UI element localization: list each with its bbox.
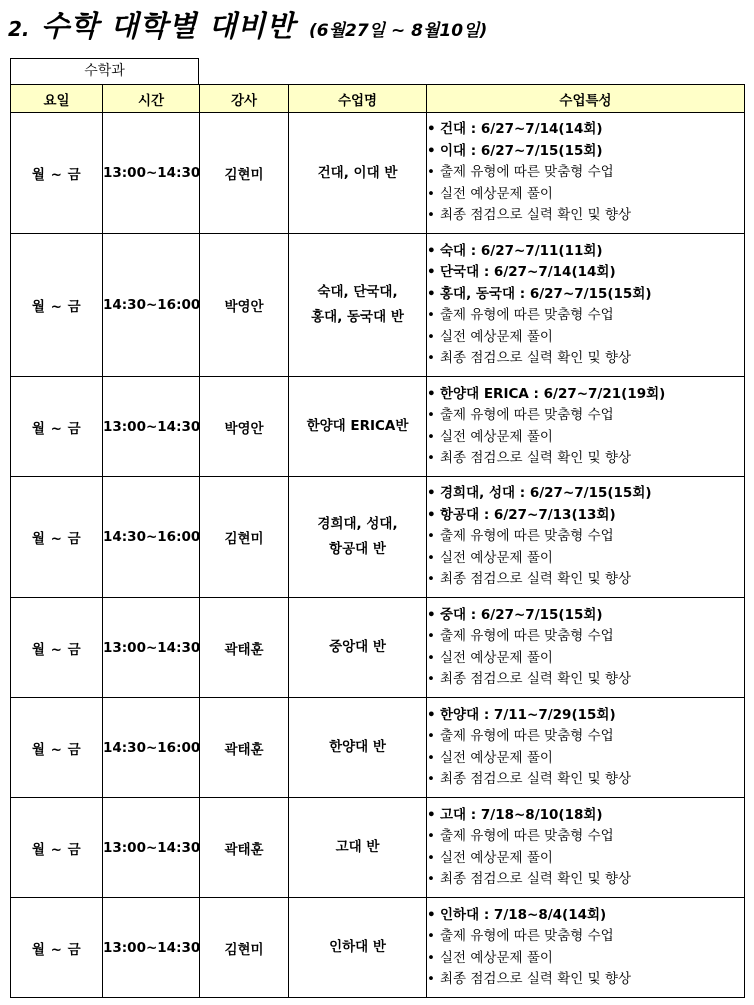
feature-text: 최종 점검으로 실력 확인 및 향상 xyxy=(440,571,631,588)
feature-text: 실전 예상문제 풀이 xyxy=(440,185,553,202)
feature-text: 최종 점검으로 실력 확인 및 향상 xyxy=(440,450,631,466)
schedule-text: 고대 : 7/18~8/10(18회) xyxy=(440,806,603,823)
course-name: 인하대 반 xyxy=(329,939,386,955)
bullet-icon: • xyxy=(427,749,435,766)
schedule-text: 항공대 : 6/27~7/13(13회) xyxy=(440,506,616,523)
title-period: (6월27일 ~ 8월10일) xyxy=(308,21,488,41)
teacher-cell: 박영안 xyxy=(200,377,289,477)
feature-text: 실전 예상문제 풀이 xyxy=(440,428,553,445)
list-item xyxy=(427,669,744,691)
course-cell xyxy=(289,798,427,898)
feature-text: 최종 점검으로 실력 확인 및 향상 xyxy=(440,971,631,987)
col-header-course: 수업명 xyxy=(289,85,427,113)
teacher-cell: 김현미 xyxy=(200,898,289,998)
schedule-text: 한양대 ERICA : 6/27~7/21(19회) xyxy=(440,385,666,402)
bullet-icon: • xyxy=(427,450,435,466)
course-cell xyxy=(289,477,427,598)
feature-list xyxy=(427,605,744,691)
feature-text: 최종 점검으로 실력 확인 및 향상 xyxy=(440,771,631,787)
teacher-cell: 김현미 xyxy=(200,113,289,234)
day-cell: 월 ~ 금 xyxy=(11,798,103,898)
bullet-icon: • xyxy=(427,185,435,202)
list-item xyxy=(427,327,744,349)
table-row xyxy=(11,698,745,798)
bullet-icon: • xyxy=(427,849,435,866)
list-item xyxy=(427,448,744,470)
course-cell xyxy=(289,898,427,998)
feature-text: 실전 예상문제 풀이 xyxy=(440,849,553,866)
feature-text: 출제 유형에 따른 맞춤형 수업 xyxy=(440,407,614,423)
day-cell: 월 ~ 금 xyxy=(11,698,103,798)
schedule-text: 숙대 : 6/27~7/11(11회) xyxy=(440,242,603,259)
bullet-icon: • xyxy=(427,407,435,423)
feature-text: 출제 유형에 따른 맞춤형 수업 xyxy=(440,928,614,944)
schedule-body xyxy=(11,113,745,998)
bullet-icon: • xyxy=(427,706,436,723)
bullet-icon: • xyxy=(427,649,435,666)
features-cell xyxy=(427,798,745,898)
bullet-icon: • xyxy=(427,549,435,566)
feature-list xyxy=(427,483,744,591)
list-item xyxy=(427,241,744,263)
list-item xyxy=(427,748,744,770)
features-cell xyxy=(427,377,745,477)
table-row xyxy=(11,898,745,998)
list-item xyxy=(427,848,744,870)
time-cell: 14:30~16:00 xyxy=(103,477,200,598)
list-item xyxy=(427,119,744,141)
bullet-icon: • xyxy=(427,806,436,823)
teacher-cell: 곽태훈 xyxy=(200,798,289,898)
list-item xyxy=(427,305,744,327)
course-cell xyxy=(289,377,427,477)
list-item xyxy=(427,505,744,527)
schedule-text: 이대 : 6/27~7/15(15회) xyxy=(440,142,603,159)
list-item xyxy=(427,184,744,206)
list-item xyxy=(427,141,744,163)
bullet-icon: • xyxy=(427,164,435,181)
bullet-icon: • xyxy=(427,385,436,402)
list-item xyxy=(427,648,744,670)
feature-text: 실전 예상문제 풀이 xyxy=(440,749,553,766)
features-cell xyxy=(427,477,745,598)
bullet-icon: • xyxy=(427,350,435,366)
feature-text: 출제 유형에 따른 맞춤형 수업 xyxy=(440,307,614,323)
course-cell xyxy=(289,598,427,698)
bullet-icon: • xyxy=(427,528,435,545)
list-item xyxy=(427,526,744,548)
time-cell: 13:00~14:30 xyxy=(103,598,200,698)
feature-list xyxy=(427,905,744,991)
course-name: 경희대, 성대, 항공대 반 xyxy=(317,516,398,557)
time-cell: 13:00~14:30 xyxy=(103,113,200,234)
feature-text: 최종 점검으로 실력 확인 및 향상 xyxy=(440,207,631,224)
teacher-cell: 곽태훈 xyxy=(200,698,289,798)
bullet-icon: • xyxy=(427,571,435,588)
bullet-icon: • xyxy=(427,328,435,345)
time-cell: 13:00~14:30 xyxy=(103,898,200,998)
table-row xyxy=(11,477,745,598)
bullet-icon: • xyxy=(427,428,435,445)
bullet-icon: • xyxy=(427,628,435,644)
list-item xyxy=(427,926,744,948)
list-item xyxy=(427,826,744,848)
features-cell xyxy=(427,113,745,234)
table-row xyxy=(11,113,745,234)
bullet-icon: • xyxy=(427,949,435,966)
list-item xyxy=(427,626,744,648)
list-item xyxy=(427,205,744,227)
bullet-icon: • xyxy=(427,485,436,502)
time-cell: 13:00~14:30 xyxy=(103,377,200,477)
teacher-cell: 김현미 xyxy=(200,477,289,598)
bullet-icon: • xyxy=(427,671,435,687)
schedule-text: 인하대 : 7/18~8/4(14회) xyxy=(440,906,607,923)
list-item xyxy=(427,869,744,891)
list-item xyxy=(427,162,744,184)
bullet-icon: • xyxy=(427,871,435,887)
page-title xyxy=(8,4,487,48)
table-row xyxy=(11,377,745,477)
table-row xyxy=(11,598,745,698)
feature-list xyxy=(427,119,744,227)
feature-text: 출제 유형에 따른 맞춤형 수업 xyxy=(440,528,614,545)
time-cell: 13:00~14:30 xyxy=(103,798,200,898)
bullet-icon: • xyxy=(427,285,436,302)
day-cell: 월 ~ 금 xyxy=(11,377,103,477)
schedule-text: 중대 : 6/27~7/15(15회) xyxy=(440,606,603,623)
feature-list xyxy=(427,384,744,470)
feature-list xyxy=(427,241,744,370)
day-cell: 월 ~ 금 xyxy=(11,598,103,698)
list-item xyxy=(427,284,744,306)
list-item xyxy=(427,548,744,570)
list-item xyxy=(427,948,744,970)
feature-list xyxy=(427,705,744,791)
schedule-text: 한양대 : 7/11~7/29(15회) xyxy=(440,706,616,723)
list-item xyxy=(427,384,744,406)
day-cell: 월 ~ 금 xyxy=(11,898,103,998)
list-item xyxy=(427,405,744,427)
list-item xyxy=(427,427,744,449)
feature-text: 실전 예상문제 풀이 xyxy=(440,549,553,566)
course-name: 숙대, 단국대, 홍대, 동국대 반 xyxy=(311,284,404,325)
features-cell xyxy=(427,234,745,377)
list-item xyxy=(427,605,744,627)
teacher-cell: 곽태훈 xyxy=(200,598,289,698)
bullet-icon: • xyxy=(427,121,436,138)
feature-text: 실전 예상문제 풀이 xyxy=(440,949,553,966)
feature-list xyxy=(427,805,744,891)
course-cell xyxy=(289,113,427,234)
feature-text: 출제 유형에 따른 맞춤형 수업 xyxy=(440,164,614,181)
course-name: 고대 반 xyxy=(335,839,380,855)
bullet-icon: • xyxy=(427,728,435,744)
feature-text: 출제 유형에 따른 맞춤형 수업 xyxy=(440,828,614,844)
col-header-teacher: 강사 xyxy=(200,85,289,113)
features-cell xyxy=(427,898,745,998)
col-header-day: 요일 xyxy=(11,85,103,113)
teacher-cell: 박영안 xyxy=(200,234,289,377)
table-row xyxy=(11,234,745,377)
features-cell xyxy=(427,698,745,798)
table-row xyxy=(11,798,745,898)
time-cell: 14:30~16:00 xyxy=(103,698,200,798)
bullet-icon: • xyxy=(427,207,435,224)
feature-text: 최종 점검으로 실력 확인 및 향상 xyxy=(440,350,631,366)
list-item xyxy=(427,969,744,991)
list-item xyxy=(427,769,744,791)
title-number: 2. xyxy=(8,17,30,41)
bullet-icon: • xyxy=(427,506,436,523)
col-header-time: 시간 xyxy=(103,85,200,113)
list-item xyxy=(427,483,744,505)
course-cell xyxy=(289,234,427,377)
features-cell xyxy=(427,598,745,698)
course-name: 한양대 ERICA반 xyxy=(306,418,409,434)
course-name: 한양대 반 xyxy=(329,739,386,755)
bullet-icon: • xyxy=(427,142,436,159)
list-item xyxy=(427,348,744,370)
bullet-icon: • xyxy=(427,928,435,944)
schedule-text: 홍대, 동국대 : 6/27~7/15(15회) xyxy=(440,285,652,302)
schedule-text: 건대 : 6/27~7/14(14회) xyxy=(440,121,603,138)
bullet-icon: • xyxy=(427,242,436,259)
feature-text: 실전 예상문제 풀이 xyxy=(440,649,553,666)
feature-text: 실전 예상문제 풀이 xyxy=(440,328,553,345)
list-item xyxy=(427,805,744,827)
feature-text: 최종 점검으로 실력 확인 및 향상 xyxy=(440,671,631,687)
list-item xyxy=(427,905,744,927)
course-cell xyxy=(289,698,427,798)
bullet-icon: • xyxy=(427,828,435,844)
schedule-table xyxy=(10,84,745,998)
course-name: 중앙대 반 xyxy=(329,639,386,655)
bullet-icon: • xyxy=(427,606,436,623)
schedule-text: 단국대 : 6/27~7/14(14회) xyxy=(440,264,616,280)
schedule-text: 경희대, 성대 : 6/27~7/15(15회) xyxy=(440,485,652,502)
list-item xyxy=(427,726,744,748)
time-cell: 14:30~16:00 xyxy=(103,234,200,377)
col-header-features: 수업특성 xyxy=(427,85,745,113)
bullet-icon: • xyxy=(427,264,436,280)
title-main: 수학 대학별 대비반 xyxy=(41,9,296,43)
header-row xyxy=(11,85,745,113)
day-cell: 월 ~ 금 xyxy=(11,477,103,598)
course-name: 건대, 이대 반 xyxy=(317,164,398,181)
day-cell: 월 ~ 금 xyxy=(11,234,103,377)
feature-text: 출제 유형에 따른 맞춤형 수업 xyxy=(440,728,614,744)
bullet-icon: • xyxy=(427,971,435,987)
department-label: 수학과 xyxy=(10,58,199,84)
list-item xyxy=(427,705,744,727)
bullet-icon: • xyxy=(427,906,436,923)
list-item xyxy=(427,262,744,284)
day-cell: 월 ~ 금 xyxy=(11,113,103,234)
feature-text: 최종 점검으로 실력 확인 및 향상 xyxy=(440,871,631,887)
bullet-icon: • xyxy=(427,307,435,323)
list-item xyxy=(427,569,744,591)
bullet-icon: • xyxy=(427,771,435,787)
feature-text: 출제 유형에 따른 맞춤형 수업 xyxy=(440,628,614,644)
